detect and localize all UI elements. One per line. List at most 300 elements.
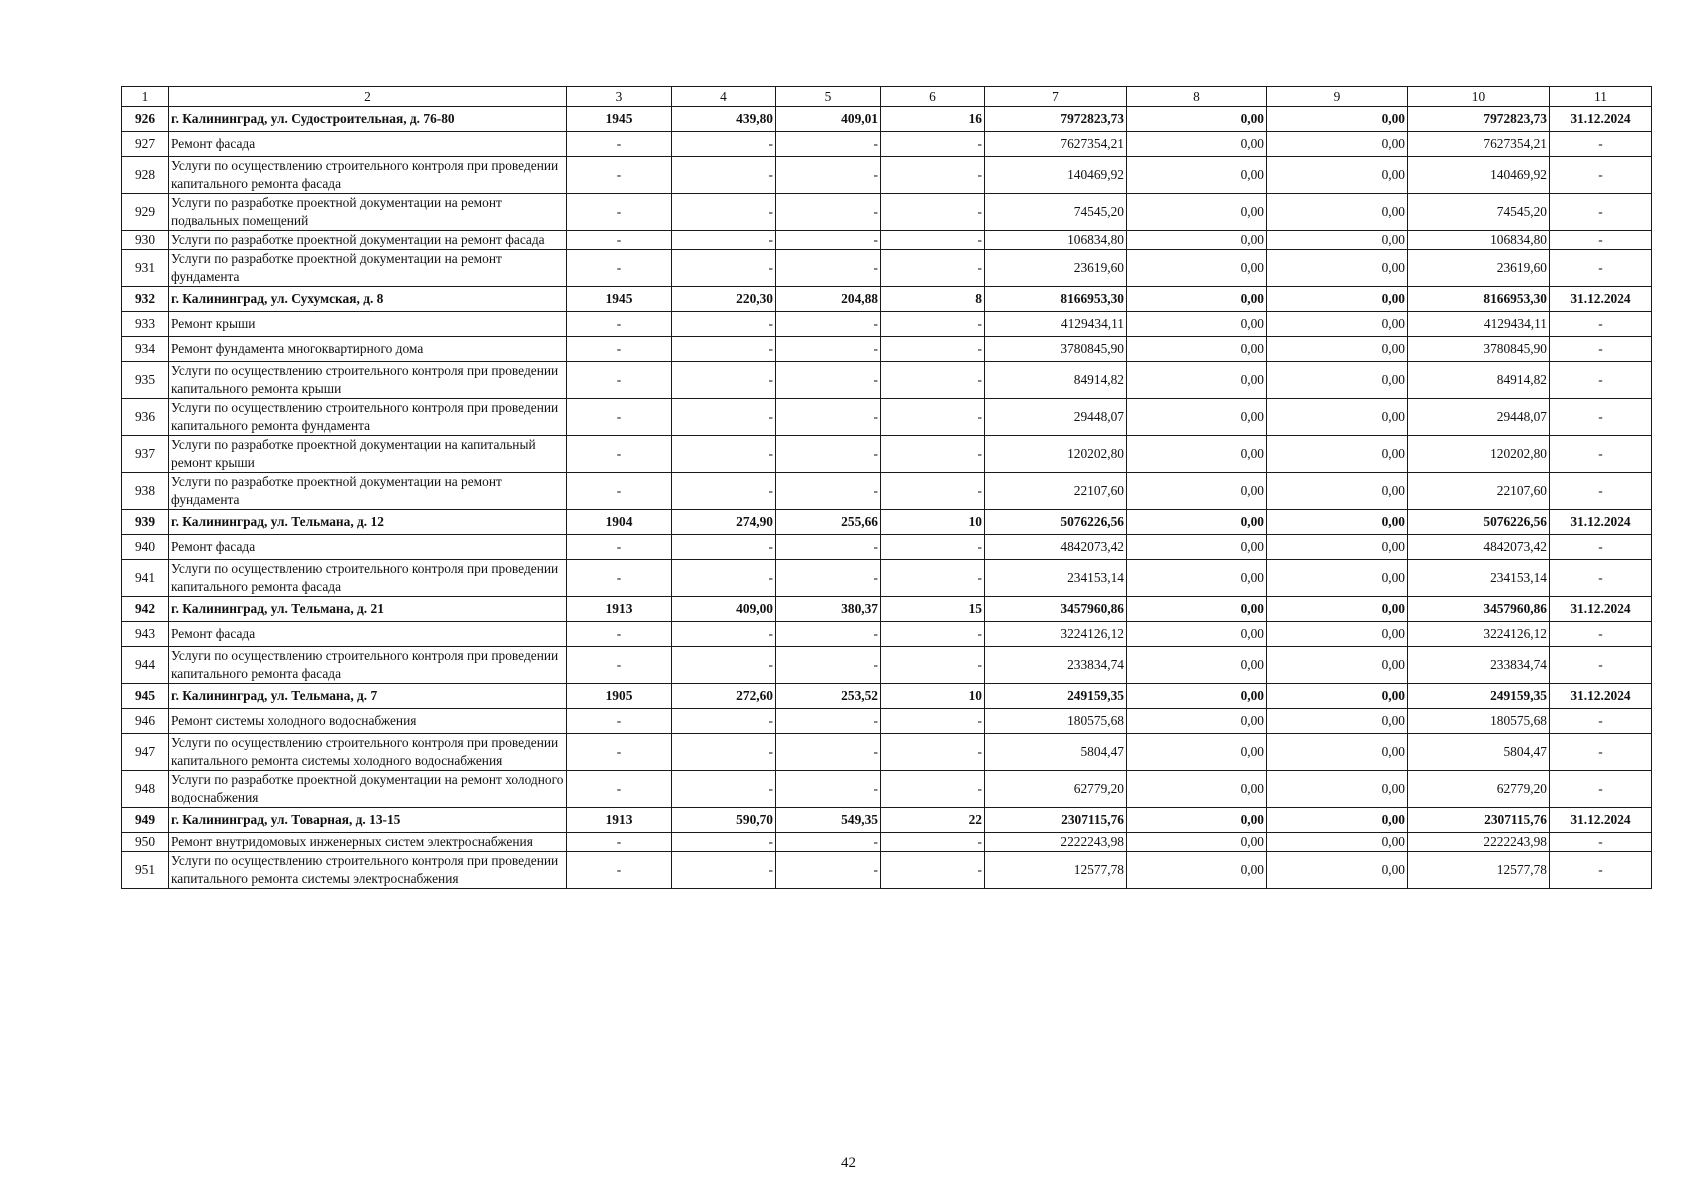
deadline-cell: 31.12.2024 xyxy=(1550,684,1652,709)
residents-cell: - xyxy=(881,622,985,647)
deadline-cell: - xyxy=(1550,132,1652,157)
address-row xyxy=(122,684,1652,709)
residents-cell: - xyxy=(881,194,985,231)
column-header-10: 10 xyxy=(1408,87,1550,107)
owners-cost-cell: 84914,82 xyxy=(1408,362,1550,399)
total-area-cell: - xyxy=(672,560,776,597)
description-cell: Услуги по осуществлению строительного контроля при проведении капитального ремонта фасада xyxy=(169,647,567,684)
fund-cost-cell: 0,00 xyxy=(1127,808,1267,833)
fund-cost-cell: 0,00 xyxy=(1127,399,1267,436)
row-number-cell: 930 xyxy=(122,231,169,250)
fund-cost-cell: 0,00 xyxy=(1127,535,1267,560)
deadline-cell: - xyxy=(1550,399,1652,436)
total-area-cell: - xyxy=(672,647,776,684)
row-number-cell: 934 xyxy=(122,337,169,362)
total-cost-cell: 23619,60 xyxy=(985,250,1127,287)
total-cost-cell: 120202,80 xyxy=(985,436,1127,473)
deadline-cell: - xyxy=(1550,250,1652,287)
fund-cost-cell: 0,00 xyxy=(1127,337,1267,362)
deadline-cell: - xyxy=(1550,436,1652,473)
row-number-cell: 940 xyxy=(122,535,169,560)
description-cell: Услуги по осуществлению строительного контроля при проведении капитального ремонта фундамента xyxy=(169,399,567,436)
row-number-cell: 928 xyxy=(122,157,169,194)
total-cost-cell: 3224126,12 xyxy=(985,622,1127,647)
living-area-cell: - xyxy=(776,157,881,194)
work-item-row xyxy=(122,473,1652,510)
total-cost-cell: 106834,80 xyxy=(985,231,1127,250)
work-item-row xyxy=(122,647,1652,684)
owners-cost-cell: 12577,78 xyxy=(1408,852,1550,889)
description-cell: г. Калининград, ул. Тельмана, д. 7 xyxy=(169,684,567,709)
owners-cost-cell: 180575,68 xyxy=(1408,709,1550,734)
work-item-row xyxy=(122,709,1652,734)
owners-cost-cell: 5804,47 xyxy=(1408,734,1550,771)
deadline-cell: - xyxy=(1550,852,1652,889)
fund-cost-cell: 0,00 xyxy=(1127,157,1267,194)
work-item-row xyxy=(122,194,1652,231)
column-number-header-row xyxy=(122,87,1652,107)
living-area-cell: - xyxy=(776,337,881,362)
residents-cell: - xyxy=(881,362,985,399)
residents-cell: - xyxy=(881,436,985,473)
total-cost-cell: 4842073,42 xyxy=(985,535,1127,560)
deadline-cell: - xyxy=(1550,647,1652,684)
budget-cost-cell: 0,00 xyxy=(1267,734,1408,771)
total-area-cell: - xyxy=(672,132,776,157)
residents-cell: 10 xyxy=(881,684,985,709)
living-area-cell: - xyxy=(776,833,881,852)
address-row xyxy=(122,597,1652,622)
build-year-cell: - xyxy=(567,132,672,157)
row-number-cell: 945 xyxy=(122,684,169,709)
budget-cost-cell: 0,00 xyxy=(1267,852,1408,889)
living-area-cell: - xyxy=(776,734,881,771)
living-area-cell: - xyxy=(776,132,881,157)
total-area-cell: 274,90 xyxy=(672,510,776,535)
column-header-6: 6 xyxy=(881,87,985,107)
build-year-cell: - xyxy=(567,734,672,771)
residents-cell: - xyxy=(881,250,985,287)
work-item-row xyxy=(122,362,1652,399)
living-area-cell: - xyxy=(776,399,881,436)
living-area-cell: - xyxy=(776,436,881,473)
living-area-cell: 549,35 xyxy=(776,808,881,833)
residents-cell: - xyxy=(881,157,985,194)
total-area-cell: - xyxy=(672,734,776,771)
living-area-cell: 409,01 xyxy=(776,107,881,132)
work-item-row xyxy=(122,312,1652,337)
residents-cell: 22 xyxy=(881,808,985,833)
description-cell: Ремонт системы холодного водоснабжения xyxy=(169,709,567,734)
total-area-cell: - xyxy=(672,833,776,852)
description-cell: Услуги по разработке проектной документации на ремонт фундамента xyxy=(169,473,567,510)
total-cost-cell: 233834,74 xyxy=(985,647,1127,684)
fund-cost-cell: 0,00 xyxy=(1127,597,1267,622)
budget-cost-cell: 0,00 xyxy=(1267,473,1408,510)
build-year-cell: - xyxy=(567,473,672,510)
total-cost-cell: 62779,20 xyxy=(985,771,1127,808)
row-number-cell: 926 xyxy=(122,107,169,132)
fund-cost-cell: 0,00 xyxy=(1127,287,1267,312)
living-area-cell: - xyxy=(776,194,881,231)
build-year-cell: - xyxy=(567,194,672,231)
living-area-cell: - xyxy=(776,535,881,560)
budget-cost-cell: 0,00 xyxy=(1267,535,1408,560)
deadline-cell: - xyxy=(1550,622,1652,647)
total-cost-cell: 2307115,76 xyxy=(985,808,1127,833)
budget-cost-cell: 0,00 xyxy=(1267,647,1408,684)
fund-cost-cell: 0,00 xyxy=(1127,560,1267,597)
row-number-cell: 944 xyxy=(122,647,169,684)
total-cost-cell: 7627354,21 xyxy=(985,132,1127,157)
fund-cost-cell: 0,00 xyxy=(1127,194,1267,231)
row-number-cell: 931 xyxy=(122,250,169,287)
build-year-cell: - xyxy=(567,250,672,287)
total-area-cell: - xyxy=(672,622,776,647)
row-number-cell: 933 xyxy=(122,312,169,337)
budget-cost-cell: 0,00 xyxy=(1267,684,1408,709)
owners-cost-cell: 7972823,73 xyxy=(1408,107,1550,132)
total-cost-cell: 22107,60 xyxy=(985,473,1127,510)
description-cell: Услуги по разработке проектной документации на ремонт холодного водоснабжения xyxy=(169,771,567,808)
living-area-cell: 255,66 xyxy=(776,510,881,535)
work-item-row xyxy=(122,157,1652,194)
residents-cell: - xyxy=(881,312,985,337)
living-area-cell: - xyxy=(776,362,881,399)
fund-cost-cell: 0,00 xyxy=(1127,312,1267,337)
row-number-cell: 937 xyxy=(122,436,169,473)
budget-cost-cell: 0,00 xyxy=(1267,833,1408,852)
total-area-cell: 220,30 xyxy=(672,287,776,312)
build-year-cell: - xyxy=(567,337,672,362)
budget-cost-cell: 0,00 xyxy=(1267,709,1408,734)
residents-cell: - xyxy=(881,852,985,889)
fund-cost-cell: 0,00 xyxy=(1127,684,1267,709)
total-cost-cell: 7972823,73 xyxy=(985,107,1127,132)
residents-cell: - xyxy=(881,833,985,852)
total-cost-cell: 4129434,11 xyxy=(985,312,1127,337)
description-cell: Ремонт фасада xyxy=(169,132,567,157)
deadline-cell: - xyxy=(1550,337,1652,362)
owners-cost-cell: 2222243,98 xyxy=(1408,833,1550,852)
build-year-cell: 1913 xyxy=(567,597,672,622)
work-item-row xyxy=(122,535,1652,560)
description-cell: Услуги по осуществлению строительного контроля при проведении капитального ремонта системы холодного водоснабжения xyxy=(169,734,567,771)
work-item-row xyxy=(122,436,1652,473)
build-year-cell: - xyxy=(567,622,672,647)
budget-cost-cell: 0,00 xyxy=(1267,560,1408,597)
fund-cost-cell: 0,00 xyxy=(1127,647,1267,684)
living-area-cell: - xyxy=(776,231,881,250)
fund-cost-cell: 0,00 xyxy=(1127,473,1267,510)
budget-cost-cell: 0,00 xyxy=(1267,287,1408,312)
living-area-cell: - xyxy=(776,771,881,808)
owners-cost-cell: 23619,60 xyxy=(1408,250,1550,287)
owners-cost-cell: 233834,74 xyxy=(1408,647,1550,684)
owners-cost-cell: 234153,14 xyxy=(1408,560,1550,597)
deadline-cell: - xyxy=(1550,157,1652,194)
owners-cost-cell: 4129434,11 xyxy=(1408,312,1550,337)
description-cell: Ремонт фасада xyxy=(169,622,567,647)
residents-cell: - xyxy=(881,734,985,771)
description-cell: г. Калининград, ул. Товарная, д. 13-15 xyxy=(169,808,567,833)
fund-cost-cell: 0,00 xyxy=(1127,771,1267,808)
build-year-cell: - xyxy=(567,647,672,684)
fund-cost-cell: 0,00 xyxy=(1127,132,1267,157)
total-cost-cell: 74545,20 xyxy=(985,194,1127,231)
residents-cell: - xyxy=(881,337,985,362)
description-cell: г. Калининград, ул. Тельмана, д. 12 xyxy=(169,510,567,535)
budget-cost-cell: 0,00 xyxy=(1267,132,1408,157)
fund-cost-cell: 0,00 xyxy=(1127,709,1267,734)
row-number-cell: 932 xyxy=(122,287,169,312)
budget-cost-cell: 0,00 xyxy=(1267,808,1408,833)
work-item-row xyxy=(122,734,1652,771)
living-area-cell: 380,37 xyxy=(776,597,881,622)
residents-cell: - xyxy=(881,709,985,734)
total-area-cell: - xyxy=(672,399,776,436)
total-cost-cell: 249159,35 xyxy=(985,684,1127,709)
living-area-cell: - xyxy=(776,622,881,647)
build-year-cell: - xyxy=(567,362,672,399)
row-number-cell: 936 xyxy=(122,399,169,436)
owners-cost-cell: 3457960,86 xyxy=(1408,597,1550,622)
build-year-cell: 1904 xyxy=(567,510,672,535)
build-year-cell: - xyxy=(567,771,672,808)
row-number-cell: 927 xyxy=(122,132,169,157)
residents-cell: 10 xyxy=(881,510,985,535)
total-cost-cell: 234153,14 xyxy=(985,560,1127,597)
row-number-cell: 948 xyxy=(122,771,169,808)
column-header-11: 11 xyxy=(1550,87,1652,107)
total-area-cell: - xyxy=(672,362,776,399)
build-year-cell: - xyxy=(567,833,672,852)
deadline-cell: - xyxy=(1550,231,1652,250)
deadline-cell: - xyxy=(1550,312,1652,337)
total-cost-cell: 84914,82 xyxy=(985,362,1127,399)
description-cell: Ремонт внутридомовых инженерных систем электроснабжения xyxy=(169,833,567,852)
total-area-cell: 439,80 xyxy=(672,107,776,132)
residents-cell: 8 xyxy=(881,287,985,312)
row-number-cell: 943 xyxy=(122,622,169,647)
residents-cell: 16 xyxy=(881,107,985,132)
fund-cost-cell: 0,00 xyxy=(1127,250,1267,287)
build-year-cell: - xyxy=(567,231,672,250)
total-cost-cell: 29448,07 xyxy=(985,399,1127,436)
row-number-cell: 950 xyxy=(122,833,169,852)
description-cell: Ремонт фасада xyxy=(169,535,567,560)
owners-cost-cell: 22107,60 xyxy=(1408,473,1550,510)
description-cell: Услуги по разработке проектной документации на капитальный ремонт крыши xyxy=(169,436,567,473)
total-area-cell: - xyxy=(672,771,776,808)
total-area-cell: - xyxy=(672,473,776,510)
column-header-5: 5 xyxy=(776,87,881,107)
living-area-cell: - xyxy=(776,709,881,734)
residents-cell: - xyxy=(881,132,985,157)
build-year-cell: - xyxy=(567,157,672,194)
deadline-cell: - xyxy=(1550,709,1652,734)
deadline-cell: - xyxy=(1550,535,1652,560)
total-area-cell: 590,70 xyxy=(672,808,776,833)
living-area-cell: - xyxy=(776,852,881,889)
owners-cost-cell: 3780845,90 xyxy=(1408,337,1550,362)
build-year-cell: 1913 xyxy=(567,808,672,833)
address-row xyxy=(122,510,1652,535)
budget-cost-cell: 0,00 xyxy=(1267,771,1408,808)
residents-cell: - xyxy=(881,231,985,250)
column-header-3: 3 xyxy=(567,87,672,107)
row-number-cell: 949 xyxy=(122,808,169,833)
living-area-cell: - xyxy=(776,312,881,337)
work-item-row xyxy=(122,833,1652,852)
column-header-1: 1 xyxy=(122,87,169,107)
build-year-cell: - xyxy=(567,399,672,436)
total-area-cell: 409,00 xyxy=(672,597,776,622)
owners-cost-cell: 249159,35 xyxy=(1408,684,1550,709)
fund-cost-cell: 0,00 xyxy=(1127,734,1267,771)
address-row xyxy=(122,107,1652,132)
row-number-cell: 939 xyxy=(122,510,169,535)
work-item-row xyxy=(122,231,1652,250)
total-cost-cell: 5804,47 xyxy=(985,734,1127,771)
deadline-cell: - xyxy=(1550,771,1652,808)
total-cost-cell: 140469,92 xyxy=(985,157,1127,194)
work-item-row xyxy=(122,622,1652,647)
owners-cost-cell: 7627354,21 xyxy=(1408,132,1550,157)
build-year-cell: 1905 xyxy=(567,684,672,709)
total-area-cell: - xyxy=(672,337,776,362)
build-year-cell: 1945 xyxy=(567,107,672,132)
description-cell: г. Калининград, ул. Сухумская, д. 8 xyxy=(169,287,567,312)
description-cell: Ремонт крыши xyxy=(169,312,567,337)
deadline-cell: 31.12.2024 xyxy=(1550,510,1652,535)
owners-cost-cell: 2307115,76 xyxy=(1408,808,1550,833)
description-cell: г. Калининград, ул. Судостроительная, д. 76-80 xyxy=(169,107,567,132)
deadline-cell: - xyxy=(1550,362,1652,399)
description-cell: Услуги по разработке проектной документации на ремонт фасада xyxy=(169,231,567,250)
owners-cost-cell: 29448,07 xyxy=(1408,399,1550,436)
owners-cost-cell: 4842073,42 xyxy=(1408,535,1550,560)
build-year-cell: - xyxy=(567,312,672,337)
work-item-row xyxy=(122,560,1652,597)
deadline-cell: - xyxy=(1550,473,1652,510)
repair-program-table xyxy=(121,86,1652,889)
budget-cost-cell: 0,00 xyxy=(1267,107,1408,132)
page-number: 42 xyxy=(841,1155,856,1171)
owners-cost-cell: 8166953,30 xyxy=(1408,287,1550,312)
fund-cost-cell: 0,00 xyxy=(1127,231,1267,250)
total-cost-cell: 8166953,30 xyxy=(985,287,1127,312)
total-cost-cell: 3457960,86 xyxy=(985,597,1127,622)
living-area-cell: 204,88 xyxy=(776,287,881,312)
column-header-4: 4 xyxy=(672,87,776,107)
residents-cell: - xyxy=(881,473,985,510)
residents-cell: - xyxy=(881,647,985,684)
deadline-cell: 31.12.2024 xyxy=(1550,287,1652,312)
living-area-cell: 253,52 xyxy=(776,684,881,709)
residents-cell: - xyxy=(881,560,985,597)
row-number-cell: 941 xyxy=(122,560,169,597)
description-cell: Услуги по осуществлению строительного контроля при проведении капитального ремонта фасада xyxy=(169,157,567,194)
budget-cost-cell: 0,00 xyxy=(1267,399,1408,436)
description-cell: Услуги по разработке проектной документации на ремонт фундамента xyxy=(169,250,567,287)
residents-cell: - xyxy=(881,771,985,808)
column-header-2: 2 xyxy=(169,87,567,107)
total-area-cell: - xyxy=(672,250,776,287)
work-item-row xyxy=(122,771,1652,808)
description-cell: Услуги по осуществлению строительного контроля при проведении капитального ремонта системы электроснабжения xyxy=(169,852,567,889)
budget-cost-cell: 0,00 xyxy=(1267,194,1408,231)
fund-cost-cell: 0,00 xyxy=(1127,622,1267,647)
residents-cell: - xyxy=(881,535,985,560)
column-header-7: 7 xyxy=(985,87,1127,107)
description-cell: г. Калининград, ул. Тельмана, д. 21 xyxy=(169,597,567,622)
row-number-cell: 929 xyxy=(122,194,169,231)
total-area-cell: - xyxy=(672,194,776,231)
deadline-cell: 31.12.2024 xyxy=(1550,107,1652,132)
total-cost-cell: 5076226,56 xyxy=(985,510,1127,535)
living-area-cell: - xyxy=(776,560,881,597)
total-cost-cell: 3780845,90 xyxy=(985,337,1127,362)
document-page xyxy=(121,86,1651,889)
total-area-cell: - xyxy=(672,852,776,889)
row-number-cell: 935 xyxy=(122,362,169,399)
work-item-row xyxy=(122,132,1652,157)
fund-cost-cell: 0,00 xyxy=(1127,852,1267,889)
owners-cost-cell: 106834,80 xyxy=(1408,231,1550,250)
work-item-row xyxy=(122,337,1652,362)
living-area-cell: - xyxy=(776,473,881,510)
build-year-cell: - xyxy=(567,709,672,734)
build-year-cell: - xyxy=(567,535,672,560)
budget-cost-cell: 0,00 xyxy=(1267,597,1408,622)
deadline-cell: 31.12.2024 xyxy=(1550,808,1652,833)
total-area-cell: - xyxy=(672,157,776,194)
total-cost-cell: 180575,68 xyxy=(985,709,1127,734)
total-cost-cell: 12577,78 xyxy=(985,852,1127,889)
row-number-cell: 942 xyxy=(122,597,169,622)
total-area-cell: - xyxy=(672,231,776,250)
total-area-cell: - xyxy=(672,436,776,473)
deadline-cell: - xyxy=(1550,194,1652,231)
row-number-cell: 946 xyxy=(122,709,169,734)
deadline-cell: - xyxy=(1550,734,1652,771)
row-number-cell: 938 xyxy=(122,473,169,510)
table-body xyxy=(122,107,1652,889)
fund-cost-cell: 0,00 xyxy=(1127,510,1267,535)
address-row xyxy=(122,808,1652,833)
description-cell: Услуги по разработке проектной документации на ремонт подвальных помещений xyxy=(169,194,567,231)
fund-cost-cell: 0,00 xyxy=(1127,362,1267,399)
description-cell: Услуги по осуществлению строительного контроля при проведении капитального ремонта фасада xyxy=(169,560,567,597)
owners-cost-cell: 120202,80 xyxy=(1408,436,1550,473)
column-header-8: 8 xyxy=(1127,87,1267,107)
build-year-cell: 1945 xyxy=(567,287,672,312)
owners-cost-cell: 62779,20 xyxy=(1408,771,1550,808)
description-cell: Услуги по осуществлению строительного контроля при проведении капитального ремонта крыши xyxy=(169,362,567,399)
work-item-row xyxy=(122,250,1652,287)
owners-cost-cell: 5076226,56 xyxy=(1408,510,1550,535)
build-year-cell: - xyxy=(567,852,672,889)
address-row xyxy=(122,287,1652,312)
residents-cell: 15 xyxy=(881,597,985,622)
work-item-row xyxy=(122,399,1652,436)
work-item-row xyxy=(122,852,1652,889)
budget-cost-cell: 0,00 xyxy=(1267,337,1408,362)
total-area-cell: 272,60 xyxy=(672,684,776,709)
total-area-cell: - xyxy=(672,535,776,560)
residents-cell: - xyxy=(881,399,985,436)
